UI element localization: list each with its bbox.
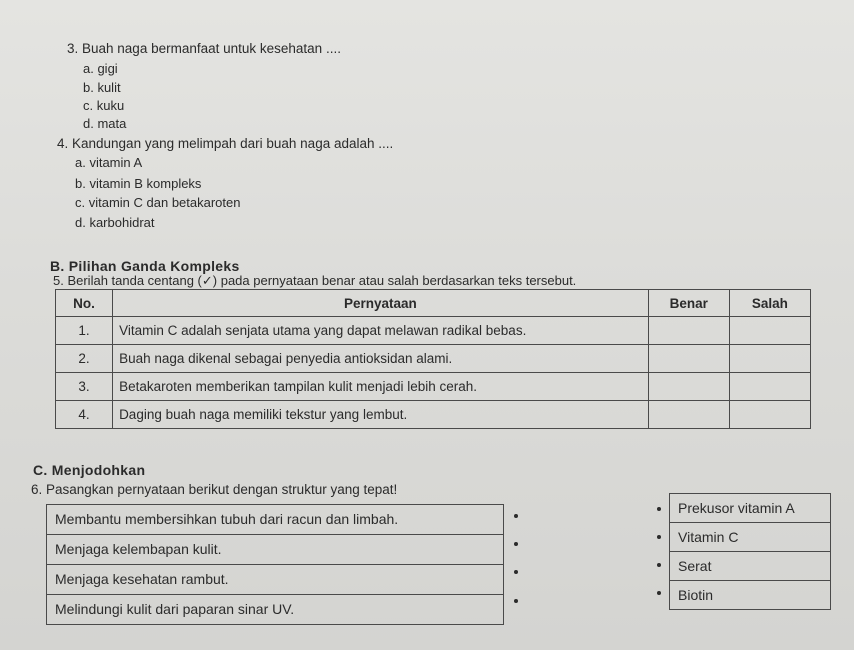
true-false-table — [55, 289, 811, 429]
table-row — [56, 373, 811, 401]
matching-left-item: Menjaga kelembapan kulit. — [47, 535, 503, 565]
q4-option-d: d. karbohidrat — [75, 215, 155, 230]
left-connector-dot[interactable] — [514, 514, 518, 518]
matching-left-item: Melindungi kulit dari paparan sinar UV. — [55, 601, 295, 617]
true-checkbox-cell[interactable] — [648, 317, 729, 345]
q3-option-b: b. kulit — [83, 80, 121, 95]
table-row — [56, 401, 811, 429]
matching-right-item: Vitamin C — [670, 523, 830, 552]
q4-option-c: c. vitamin C dan betakaroten — [75, 195, 241, 210]
false-checkbox-cell[interactable] — [729, 345, 810, 373]
matching-right-item: Biotin — [678, 587, 714, 603]
header-true: Benar — [648, 290, 729, 317]
matching-right-column — [669, 493, 831, 610]
matching-left-item: Menjaga kesehatan rambut. — [47, 565, 503, 595]
false-checkbox-cell[interactable] — [729, 317, 810, 345]
row-statement: Betakaroten memberikan tampilan kulit menjadi lebih cerah. — [113, 373, 649, 401]
right-connector-dot[interactable] — [657, 535, 661, 539]
row-statement: Daging buah naga memiliki tekstur yang lembut. — [113, 401, 649, 429]
q3-option-a: a. gigi — [83, 61, 118, 76]
section-c-heading: C. Menjodohkan — [33, 462, 146, 478]
true-checkbox-cell[interactable] — [648, 401, 729, 429]
q4-option-a: a. vitamin A — [75, 155, 143, 170]
table-row — [56, 317, 811, 345]
question-3: 3. Buah naga bermanfaat untuk kesehatan .... — [67, 41, 341, 56]
false-checkbox-cell[interactable] — [729, 401, 810, 429]
row-number: 4. — [56, 401, 113, 429]
row-number: 1. — [56, 317, 113, 345]
section-b-instruction: 5. Berilah tanda centang (✓) pada pernyataan benar atau salah berdasarkan teks tersebut. — [53, 273, 577, 288]
header-statement: Pernyataan — [113, 290, 649, 317]
q4-option-b: b. vitamin B kompleks — [75, 176, 202, 191]
row-number: 2. — [56, 345, 113, 373]
section-b-heading: B. Pilihan Ganda Kompleks — [50, 258, 240, 274]
left-connector-dot[interactable] — [514, 570, 518, 574]
row-statement: Vitamin C adalah senjata utama yang dapat melawan radikal bebas. — [113, 317, 649, 345]
q3-option-d: d. mata — [83, 116, 127, 131]
table-row — [56, 345, 811, 373]
question-4: 4. Kandungan yang melimpah dari buah naga adalah .... — [57, 136, 394, 151]
matching-left-item: Membantu membersihkan tubuh dari racun dan limbah. — [47, 505, 503, 535]
q3-option-c: c. kuku — [83, 98, 125, 113]
header-false: Salah — [729, 290, 810, 317]
right-connector-dot[interactable] — [657, 563, 661, 567]
true-checkbox-cell[interactable] — [648, 345, 729, 373]
matching-left-column — [46, 504, 504, 625]
left-connector-dot[interactable] — [514, 542, 518, 546]
table-header-row — [56, 290, 811, 317]
matching-right-item: Serat — [670, 552, 830, 581]
true-checkbox-cell[interactable] — [648, 373, 729, 401]
false-checkbox-cell[interactable] — [729, 373, 810, 401]
row-number: 3. — [56, 373, 113, 401]
right-connector-dot[interactable] — [657, 507, 661, 511]
section-c-instruction: 6. Pasangkan pernyataan berikut dengan struktur yang tepat! — [31, 482, 398, 497]
matching-right-item: Prekusor vitamin A — [670, 494, 830, 523]
show-through-text — [520, 42, 523, 56]
header-no: No. — [56, 290, 113, 317]
left-connector-dot[interactable] — [514, 599, 518, 603]
row-statement: Buah naga dikenal sebagai penyedia antioksidan alami. — [113, 345, 649, 373]
right-connector-dot[interactable] — [657, 591, 661, 595]
